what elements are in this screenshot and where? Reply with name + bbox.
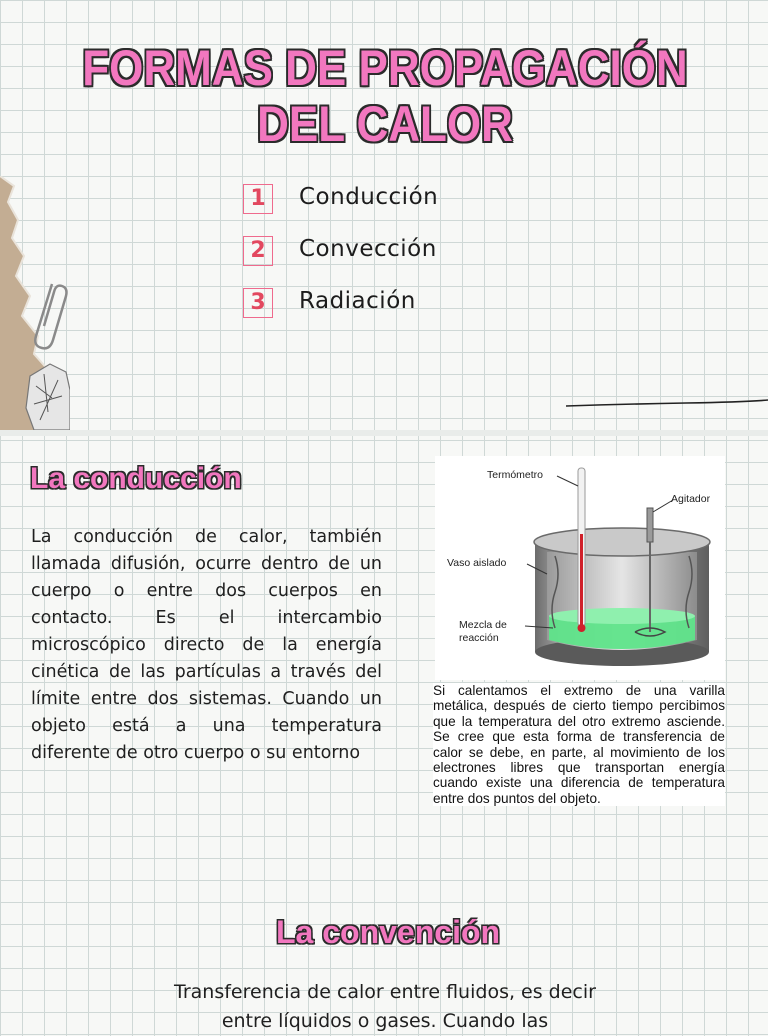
paperclip-icon xyxy=(35,284,66,348)
list-item-label: Convección xyxy=(299,236,437,262)
number-badge: 3 xyxy=(243,288,273,318)
torn-paper-decoration xyxy=(0,176,70,430)
number-badge: 2 xyxy=(243,236,273,266)
conduction-body: La conducción de calor, también llamada difusión, ocurre dentro de un cuerpo o entre dos cuerpos en contacto. Es el intercambio microscópico directo de la energía cinética de las partículas a través del límite entre dos sistemas. Cuando un objeto está a una temperatura diferente de otro cuerpo o su entorno xyxy=(31,527,382,763)
label-stirrer: Agitador xyxy=(671,493,711,505)
calorimeter-figure xyxy=(435,456,725,680)
list-item-label: Conducción xyxy=(299,184,439,210)
ink-stroke-decoration xyxy=(566,398,768,408)
convection-heading: La convención xyxy=(276,914,501,950)
label-mixture-line2: reacción xyxy=(459,632,499,644)
label-thermometer: Termómetro xyxy=(487,469,544,481)
page-title: FORMAS DE PROPAGACIÓN DEL CALOR xyxy=(82,40,688,152)
label-mixture-line1: Mezcla de xyxy=(459,619,507,631)
list-item-label: Radiación xyxy=(299,288,416,314)
label-vessel: Vaso aislado xyxy=(447,557,507,569)
figure-caption: Si calentamos el extremo de una varilla metálica, después de cierto tiempo percibimos que la temperatura del otro extremo asciende. Se cree que esta forma de transferencia de calor se debe, en parte, al movimiento de los electrones libres que transportan energía cuando existe una diferencia de temperatura entre dos puntos del objeto. xyxy=(433,683,725,806)
number-badge: 1 xyxy=(243,184,273,214)
crumpled-paper-icon xyxy=(26,364,70,430)
conduction-heading: La conducción xyxy=(30,462,242,495)
convection-body: Transferencia de calor entre fluidos, es decir entre líquidos o gases. Cuando las xyxy=(174,981,596,1032)
page-divider xyxy=(0,430,768,436)
